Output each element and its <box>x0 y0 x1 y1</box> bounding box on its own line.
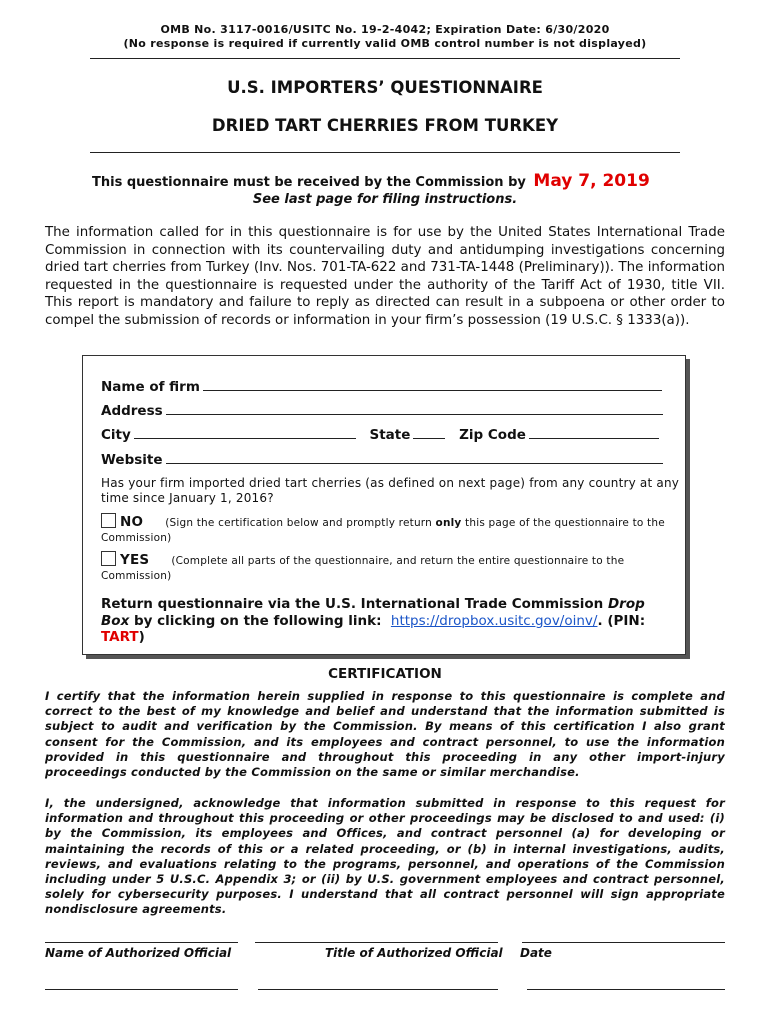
due-text: This questionnaire must be received by the Commission by <box>92 175 526 190</box>
address-row <box>101 402 663 419</box>
certification-paragraph-1: I certify that the information herein supplied in response to this questionnaire is complete and correct to the best of my knowledge and belief and understand that the information submitted is subject to audit and verification by the Commission. By means of this certification I also grant consent for the Commission, and its employees and contract personnel, to use the information provided in this questionnaire and throughout this proceeding in any other import-injury proceedings conducted by the Commission on the same or similar merchandise. <box>45 689 725 780</box>
zip-label: Zip Code <box>459 427 526 443</box>
zip-field[interactable] <box>529 426 659 439</box>
document-subtitle: DRIED TART CHERRIES FROM TURKEY <box>211 116 559 135</box>
name-of-official-label: Name of Authorized Official <box>45 946 232 960</box>
state-label: State <box>369 427 411 443</box>
divider <box>90 58 680 59</box>
signature-line-4[interactable] <box>527 989 725 990</box>
document-title: U.S. IMPORTERS’ QUESTIONNAIRE <box>227 78 543 97</box>
signature-line-title[interactable] <box>255 942 498 943</box>
signature-line-2[interactable] <box>45 989 238 990</box>
yes-label: YES <box>120 552 150 568</box>
no-description: (Sign the certification below and promptly return only this page of the questionnaire to the Commission) <box>101 517 665 544</box>
certification-paragraph-2: I, the undersigned, acknowledge that information submitted in response to this request for information and throughout this proceeding or other proceedings may be disclosed to and used: (i) by the Commission, its employees and Offices, and contract personnel (a) for developing or maintaining the records of this or a related proceeding, or (b) in internal investigations, audits, reviews, and evaluations relating to the programs, personnel, and operations of the Commission including under 5 U.S.C. Appendix 3; or (ii) by U.S. government employees and contract personnel, solely for cybersecurity purposes. I understand that all contract personnel will sign appropriate nondisclosure agreements. <box>45 796 725 917</box>
address-label: Address <box>101 403 163 419</box>
state-field[interactable] <box>413 426 445 439</box>
yes-checkbox[interactable] <box>101 551 116 566</box>
filing-instructions-note: See last page for filing instructions. <box>252 192 518 207</box>
signature-line-date[interactable] <box>522 942 725 943</box>
no-checkbox[interactable] <box>101 513 116 528</box>
signature-line-3[interactable] <box>258 989 498 990</box>
no-option <box>101 513 681 546</box>
dropbox-link[interactable]: https://dropbox.usitc.gov/oinv/ <box>390 612 598 629</box>
no-label: NO <box>120 514 144 530</box>
city-field[interactable] <box>134 426 356 439</box>
omb-note: (No response is required if currently valid OMB control number is not displayed) <box>123 37 647 50</box>
website-field[interactable] <box>166 451 663 464</box>
firm-name-field[interactable] <box>203 378 662 391</box>
firm-info-box <box>82 355 686 655</box>
date-label: Date <box>520 946 552 960</box>
divider <box>90 152 680 153</box>
pin-value: TART <box>101 629 139 645</box>
intro-paragraph: The information called for in this questionnaire is for use by the United States International Trade Commission in connection with its countervailing duty and antidumping investigations concerning dried tart cherries from Turkey (Inv. Nos. 701-TA-622 and 731-TA-1448 (Preliminary)). The information requested in the questionnaire is requested under the authority of the Tariff Act of 1930, title VII. This report is mandatory and failure to reply as directed can result in a subpoena or other order to compel the submission of records or information in your firm’s possession (19 U.S.C. § 1333(a)). <box>45 225 725 328</box>
yes-option <box>101 551 681 584</box>
due-date: May 7, 2019 <box>533 171 650 191</box>
website-row <box>101 451 663 468</box>
signature-line-name[interactable] <box>45 942 238 943</box>
website-label: Website <box>101 452 163 468</box>
certification-heading: CERTIFICATION <box>328 666 442 682</box>
due-statement <box>92 171 650 191</box>
city-label: City <box>101 427 131 443</box>
firm-name-row <box>101 378 662 395</box>
firm-name-label: Name of firm <box>101 379 200 395</box>
return-instructions: Return questionnaire via the U.S. International Trade Commission Drop Box by clicking on the following link: https://dropbox.usitc.gov/oinv/. (PIN: TART) <box>101 596 646 645</box>
import-question: Has your firm imported dried tart cherries (as defined on next page) from any country at any time since January 1, 2016? <box>101 476 680 505</box>
title-of-official-label: Title of Authorized Official <box>325 946 503 960</box>
yes-description: (Complete all parts of the questionnaire, and return the entire questionnaire to the Commission) <box>101 555 625 582</box>
city-state-zip-row <box>101 426 659 443</box>
omb-number: OMB No. 3117-0016/USITC No. 19-2-4042; Expiration Date: 6/30/2020 <box>160 23 610 36</box>
address-field[interactable] <box>166 402 663 415</box>
